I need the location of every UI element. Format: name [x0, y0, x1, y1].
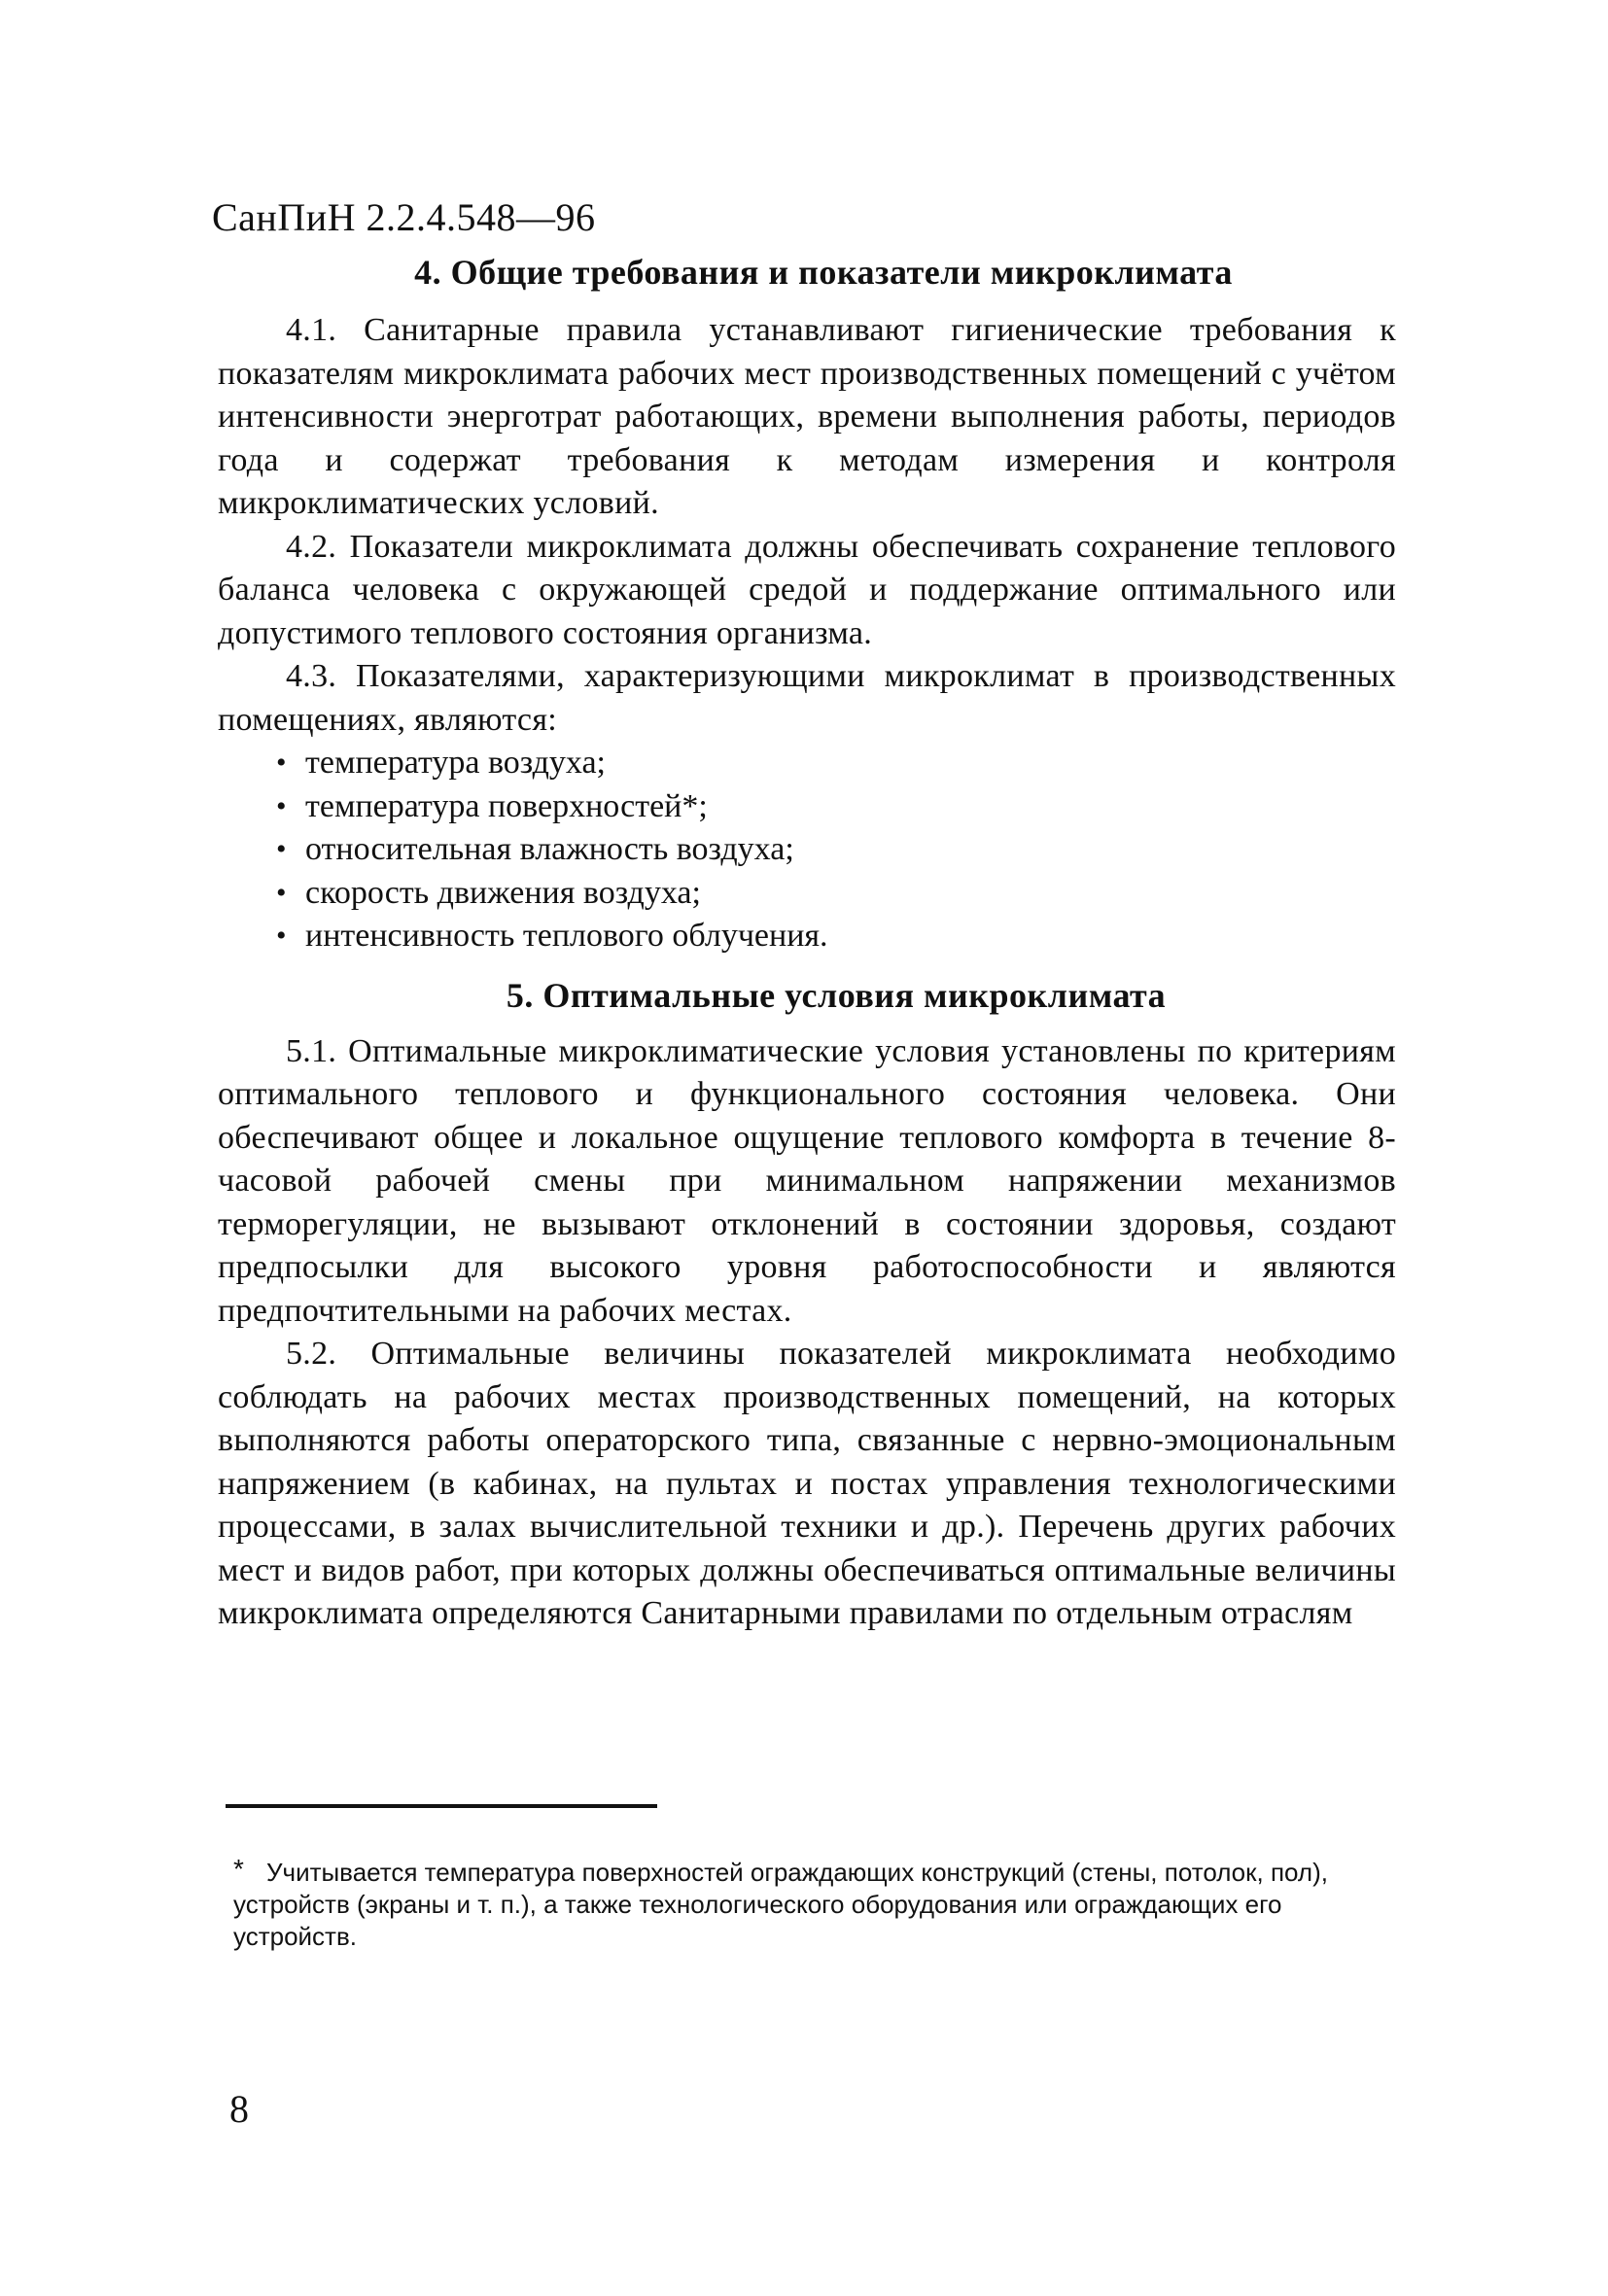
footnote-mark: * — [233, 1854, 244, 1884]
paragraph-5-1: 5.1. Оптимальные микроклиматические условия установлены по критериям оптимального теплового и функционального состояния человека. Они обеспечивают общее и локальное ощущение теплового комфорта в течение 8-часовой рабочей смены при минимальном напряжении механизмов терморегуляции, не вызывают отклонений в состоянии здоровья, создают предпосылки для высокого уровня работоспособности и являются предпочтительными на рабочих местах. — [218, 1032, 1396, 1329]
list-item: • интенсивность теплового облучения. — [276, 915, 1396, 958]
footnote-divider — [226, 1804, 657, 1808]
footnote-text: Учитывается температура поверхностей ограждающих конструкций (стены, потолок, пол), устройств (экраны и т. п.), а также технологического оборудования или ограждающих его устройств. — [233, 1858, 1328, 1951]
document-code: СанПиН 2.2.4.548—96 — [212, 195, 596, 239]
section-4-heading: 4. Общие требования и показатели микроклимата — [414, 253, 1233, 292]
list-item: • температура воздуха; — [276, 742, 1396, 785]
main-text — [218, 249, 1396, 1636]
list-item: • относительная влажность воздуха; — [276, 828, 1396, 872]
paragraph-5-2: 5.2. Оптимальные величины показателей микроклимата необходимо соблюдать на рабочих местах производственных помещений, на которых выполняются работы операторского типа, связанные с нервно-эмоциональным напряжением (в кабинах, на пультах и постах управления технологическими процессами, в залах вычислительной техники и др.). Перечень других рабочих мест и видов работ, при которых должны обеспечиваться оптимальные величины микроклимата определяются Санитарными правилами по отдельным отраслям — [218, 1336, 1396, 1631]
paragraph-4-1: 4.1. Санитарные правила устанавливают гигиенические требования к показателям микроклимата рабочих мест производственных помещений с учётом интенсивности энерготрат работающих, времени выполнения работы, периодов года и содержат требования к методам измерения и контроля микроклиматических условий. — [218, 312, 1396, 521]
section-5-heading: 5. Оптимальные условия микроклимата — [506, 975, 1167, 1015]
footnote — [233, 1854, 1342, 1953]
list-item: • температура поверхностей*; — [276, 785, 1396, 829]
paragraph-4-2: 4.2. Показатели микроклимата должны обеспечивать сохранение теплового баланса человека с окружающей средой и поддержание оптимального или допустимого теплового состояния организма. — [218, 528, 1396, 651]
list-item: • скорость движения воздуха; — [276, 872, 1396, 916]
page-number: 8 — [229, 2087, 249, 2131]
paragraph-4-3: 4.3. Показателями, характеризующими микроклимат в производственных помещениях, являются: — [218, 658, 1396, 738]
microclimate-indicators-list — [218, 742, 1396, 958]
